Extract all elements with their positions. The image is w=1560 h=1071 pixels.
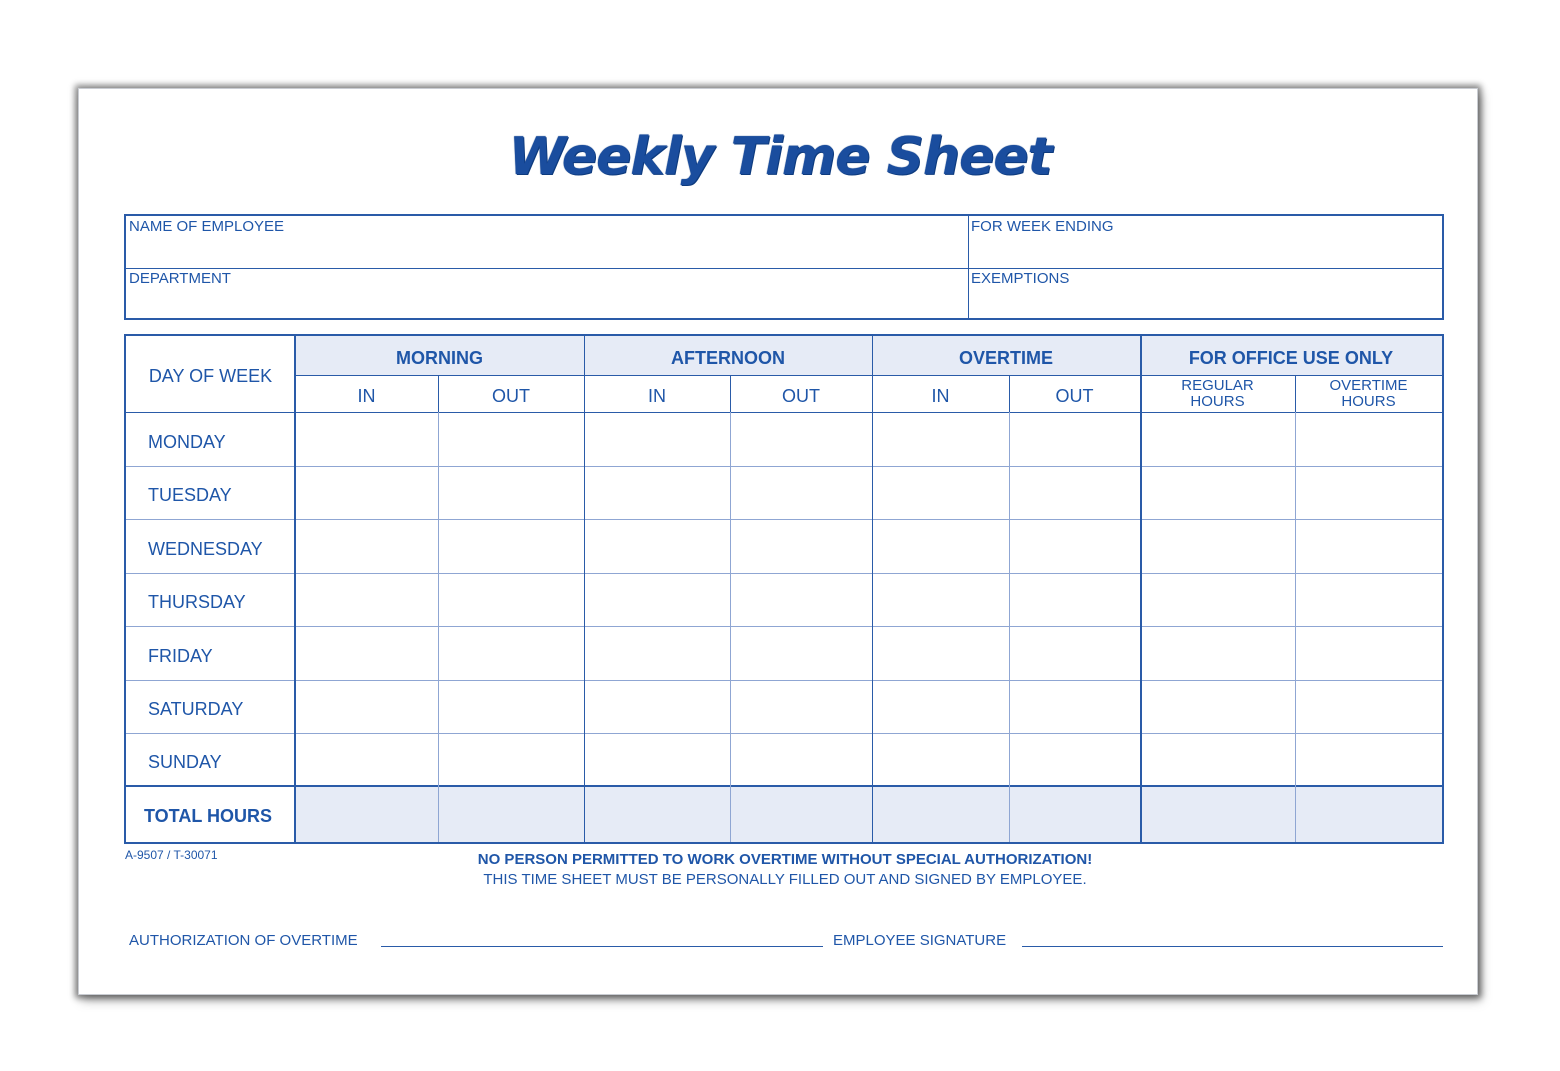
monday-overtime-in-cell[interactable] <box>873 413 1009 466</box>
thursday-regular-hours-cell[interactable] <box>1142 574 1295 626</box>
sunday-morning-out-cell[interactable] <box>439 734 584 785</box>
total-morning-in-cell[interactable] <box>295 787 438 842</box>
signature-notice: THIS TIME SHEET MUST BE PERSONALLY FILLED OUT AND SIGNED BY EMPLOYEE. <box>483 871 1087 888</box>
form-code: A-9507 / T-30071 <box>125 848 218 862</box>
day-label-thursday: THURSDAY <box>148 592 246 612</box>
day-label-wednesday: WEDNESDAY <box>148 539 263 559</box>
department-label: DEPARTMENT <box>129 270 231 287</box>
thursday-overtime-in-cell[interactable] <box>873 574 1009 626</box>
wednesday-afternoon-out-cell[interactable] <box>731 520 872 573</box>
overtime-hours-line2: HOURS <box>1341 393 1396 410</box>
saturday-morning-in-cell[interactable] <box>295 681 438 733</box>
department-field[interactable] <box>126 269 968 318</box>
morning-out-header: OUT <box>492 386 530 406</box>
thursday-morning-in-cell[interactable] <box>295 574 438 626</box>
day-label-saturday: SATURDAY <box>148 699 244 719</box>
total-hours-label: TOTAL HOURS <box>144 806 273 826</box>
saturday-afternoon-out-cell[interactable] <box>731 681 872 733</box>
thursday-overtime-hours-cell[interactable] <box>1296 574 1442 626</box>
tuesday-overtime-hours-cell[interactable] <box>1296 467 1442 519</box>
tuesday-morning-in-cell[interactable] <box>295 467 438 519</box>
afternoon-header: AFTERNOON <box>671 348 785 368</box>
week-ending-field[interactable] <box>969 216 1442 268</box>
saturday-regular-hours-cell[interactable] <box>1142 681 1295 733</box>
wednesday-morning-in-cell[interactable] <box>295 520 438 573</box>
friday-overtime-out-cell[interactable] <box>1010 627 1140 680</box>
authorization-line[interactable] <box>381 946 823 947</box>
monday-overtime-out-cell[interactable] <box>1010 413 1140 466</box>
sunday-morning-in-cell[interactable] <box>295 734 438 785</box>
saturday-morning-out-cell[interactable] <box>439 681 584 733</box>
tuesday-regular-hours-cell[interactable] <box>1142 467 1295 519</box>
signature-line[interactable] <box>1022 946 1443 947</box>
morning-header: MORNING <box>396 348 483 368</box>
friday-overtime-hours-cell[interactable] <box>1296 627 1442 680</box>
overtime-out-header: OUT <box>1055 386 1094 406</box>
wednesday-overtime-hours-cell[interactable] <box>1296 520 1442 573</box>
afternoon-out-header: OUT <box>782 386 820 406</box>
sunday-overtime-out-cell[interactable] <box>1010 734 1140 785</box>
sunday-afternoon-out-cell[interactable] <box>731 734 872 785</box>
sunday-afternoon-in-cell[interactable] <box>585 734 730 785</box>
authorization-label: AUTHORIZATION OF OVERTIME <box>129 932 358 949</box>
thursday-afternoon-in-cell[interactable] <box>585 574 730 626</box>
tuesday-overtime-out-cell[interactable] <box>1010 467 1140 519</box>
wednesday-overtime-out-cell[interactable] <box>1010 520 1140 573</box>
total-overtime-in-cell[interactable] <box>873 787 1009 842</box>
sunday-overtime-in-cell[interactable] <box>873 734 1009 785</box>
thursday-morning-out-cell[interactable] <box>439 574 584 626</box>
subcol-border <box>730 375 731 412</box>
regular-hours-line2: HOURS <box>1190 393 1245 410</box>
overtime-hours-line1: OVERTIME <box>1329 377 1408 394</box>
total-afternoon-out-cell[interactable] <box>731 787 872 842</box>
employee-name-field[interactable] <box>126 216 968 268</box>
total-morning-out-cell[interactable] <box>439 787 584 842</box>
day-of-week-header: DAY OF WEEK <box>148 366 273 386</box>
time-grid <box>124 334 1444 844</box>
wednesday-afternoon-in-cell[interactable] <box>585 520 730 573</box>
monday-morning-out-cell[interactable] <box>439 413 584 466</box>
subcol-border <box>1295 375 1296 412</box>
total-afternoon-in-cell[interactable] <box>585 787 730 842</box>
monday-afternoon-in-cell[interactable] <box>585 413 730 466</box>
office-use-header: FOR OFFICE USE ONLY <box>1188 348 1394 368</box>
monday-overtime-hours-cell[interactable] <box>1296 413 1442 466</box>
tuesday-overtime-in-cell[interactable] <box>873 467 1009 519</box>
header-divider <box>295 375 1442 376</box>
week-ending-label: FOR WEEK ENDING <box>971 218 1114 235</box>
monday-regular-hours-cell[interactable] <box>1142 413 1295 466</box>
day-label-tuesday: TUESDAY <box>148 485 232 505</box>
saturday-afternoon-in-cell[interactable] <box>585 681 730 733</box>
wednesday-morning-out-cell[interactable] <box>439 520 584 573</box>
employee-info-box <box>124 214 1444 320</box>
friday-morning-in-cell[interactable] <box>295 627 438 680</box>
friday-morning-out-cell[interactable] <box>439 627 584 680</box>
friday-afternoon-out-cell[interactable] <box>731 627 872 680</box>
overtime-in-header: IN <box>931 386 950 406</box>
subcol-border <box>1009 375 1010 412</box>
tuesday-afternoon-out-cell[interactable] <box>731 467 872 519</box>
monday-morning-in-cell[interactable] <box>295 413 438 466</box>
total-overtime-out-cell[interactable] <box>1010 787 1140 842</box>
day-label-friday: FRIDAY <box>148 646 213 666</box>
total-regular-hours-cell[interactable] <box>1142 787 1295 842</box>
saturday-overtime-out-cell[interactable] <box>1010 681 1140 733</box>
wednesday-overtime-in-cell[interactable] <box>873 520 1009 573</box>
friday-afternoon-in-cell[interactable] <box>585 627 730 680</box>
total-overtime-hours-cell[interactable] <box>1296 787 1442 842</box>
subcol-border <box>438 375 439 412</box>
sunday-regular-hours-cell[interactable] <box>1142 734 1295 785</box>
page-title: Weekly Time Sheet <box>508 127 1052 187</box>
saturday-overtime-in-cell[interactable] <box>873 681 1009 733</box>
thursday-overtime-out-cell[interactable] <box>1010 574 1140 626</box>
exemptions-label: EXEMPTIONS <box>971 270 1070 287</box>
tuesday-afternoon-in-cell[interactable] <box>585 467 730 519</box>
tuesday-morning-out-cell[interactable] <box>439 467 584 519</box>
day-label-monday: MONDAY <box>148 432 226 452</box>
employee-name-label: NAME OF EMPLOYEE <box>129 218 285 235</box>
thursday-afternoon-out-cell[interactable] <box>731 574 872 626</box>
overtime-warning: NO PERSON PERMITTED TO WORK OVERTIME WITHOUT SPECIAL AUTHORIZATION! <box>477 851 1093 868</box>
regular-hours-header <box>1140 378 1295 410</box>
overtime-hours-header <box>1295 378 1442 410</box>
sunday-overtime-hours-cell[interactable] <box>1296 734 1442 785</box>
morning-in-header: IN <box>357 386 376 406</box>
friday-overtime-in-cell[interactable] <box>873 627 1009 680</box>
wednesday-regular-hours-cell[interactable] <box>1142 520 1295 573</box>
friday-regular-hours-cell[interactable] <box>1142 627 1295 680</box>
regular-hours-line1: REGULAR <box>1181 377 1254 394</box>
saturday-overtime-hours-cell[interactable] <box>1296 681 1442 733</box>
monday-afternoon-out-cell[interactable] <box>731 413 872 466</box>
signature-label: EMPLOYEE SIGNATURE <box>833 932 1007 949</box>
afternoon-in-header: IN <box>648 386 666 406</box>
overtime-header: OVERTIME <box>958 348 1053 368</box>
day-label-sunday: SUNDAY <box>148 752 222 772</box>
exemptions-field[interactable] <box>969 269 1442 318</box>
